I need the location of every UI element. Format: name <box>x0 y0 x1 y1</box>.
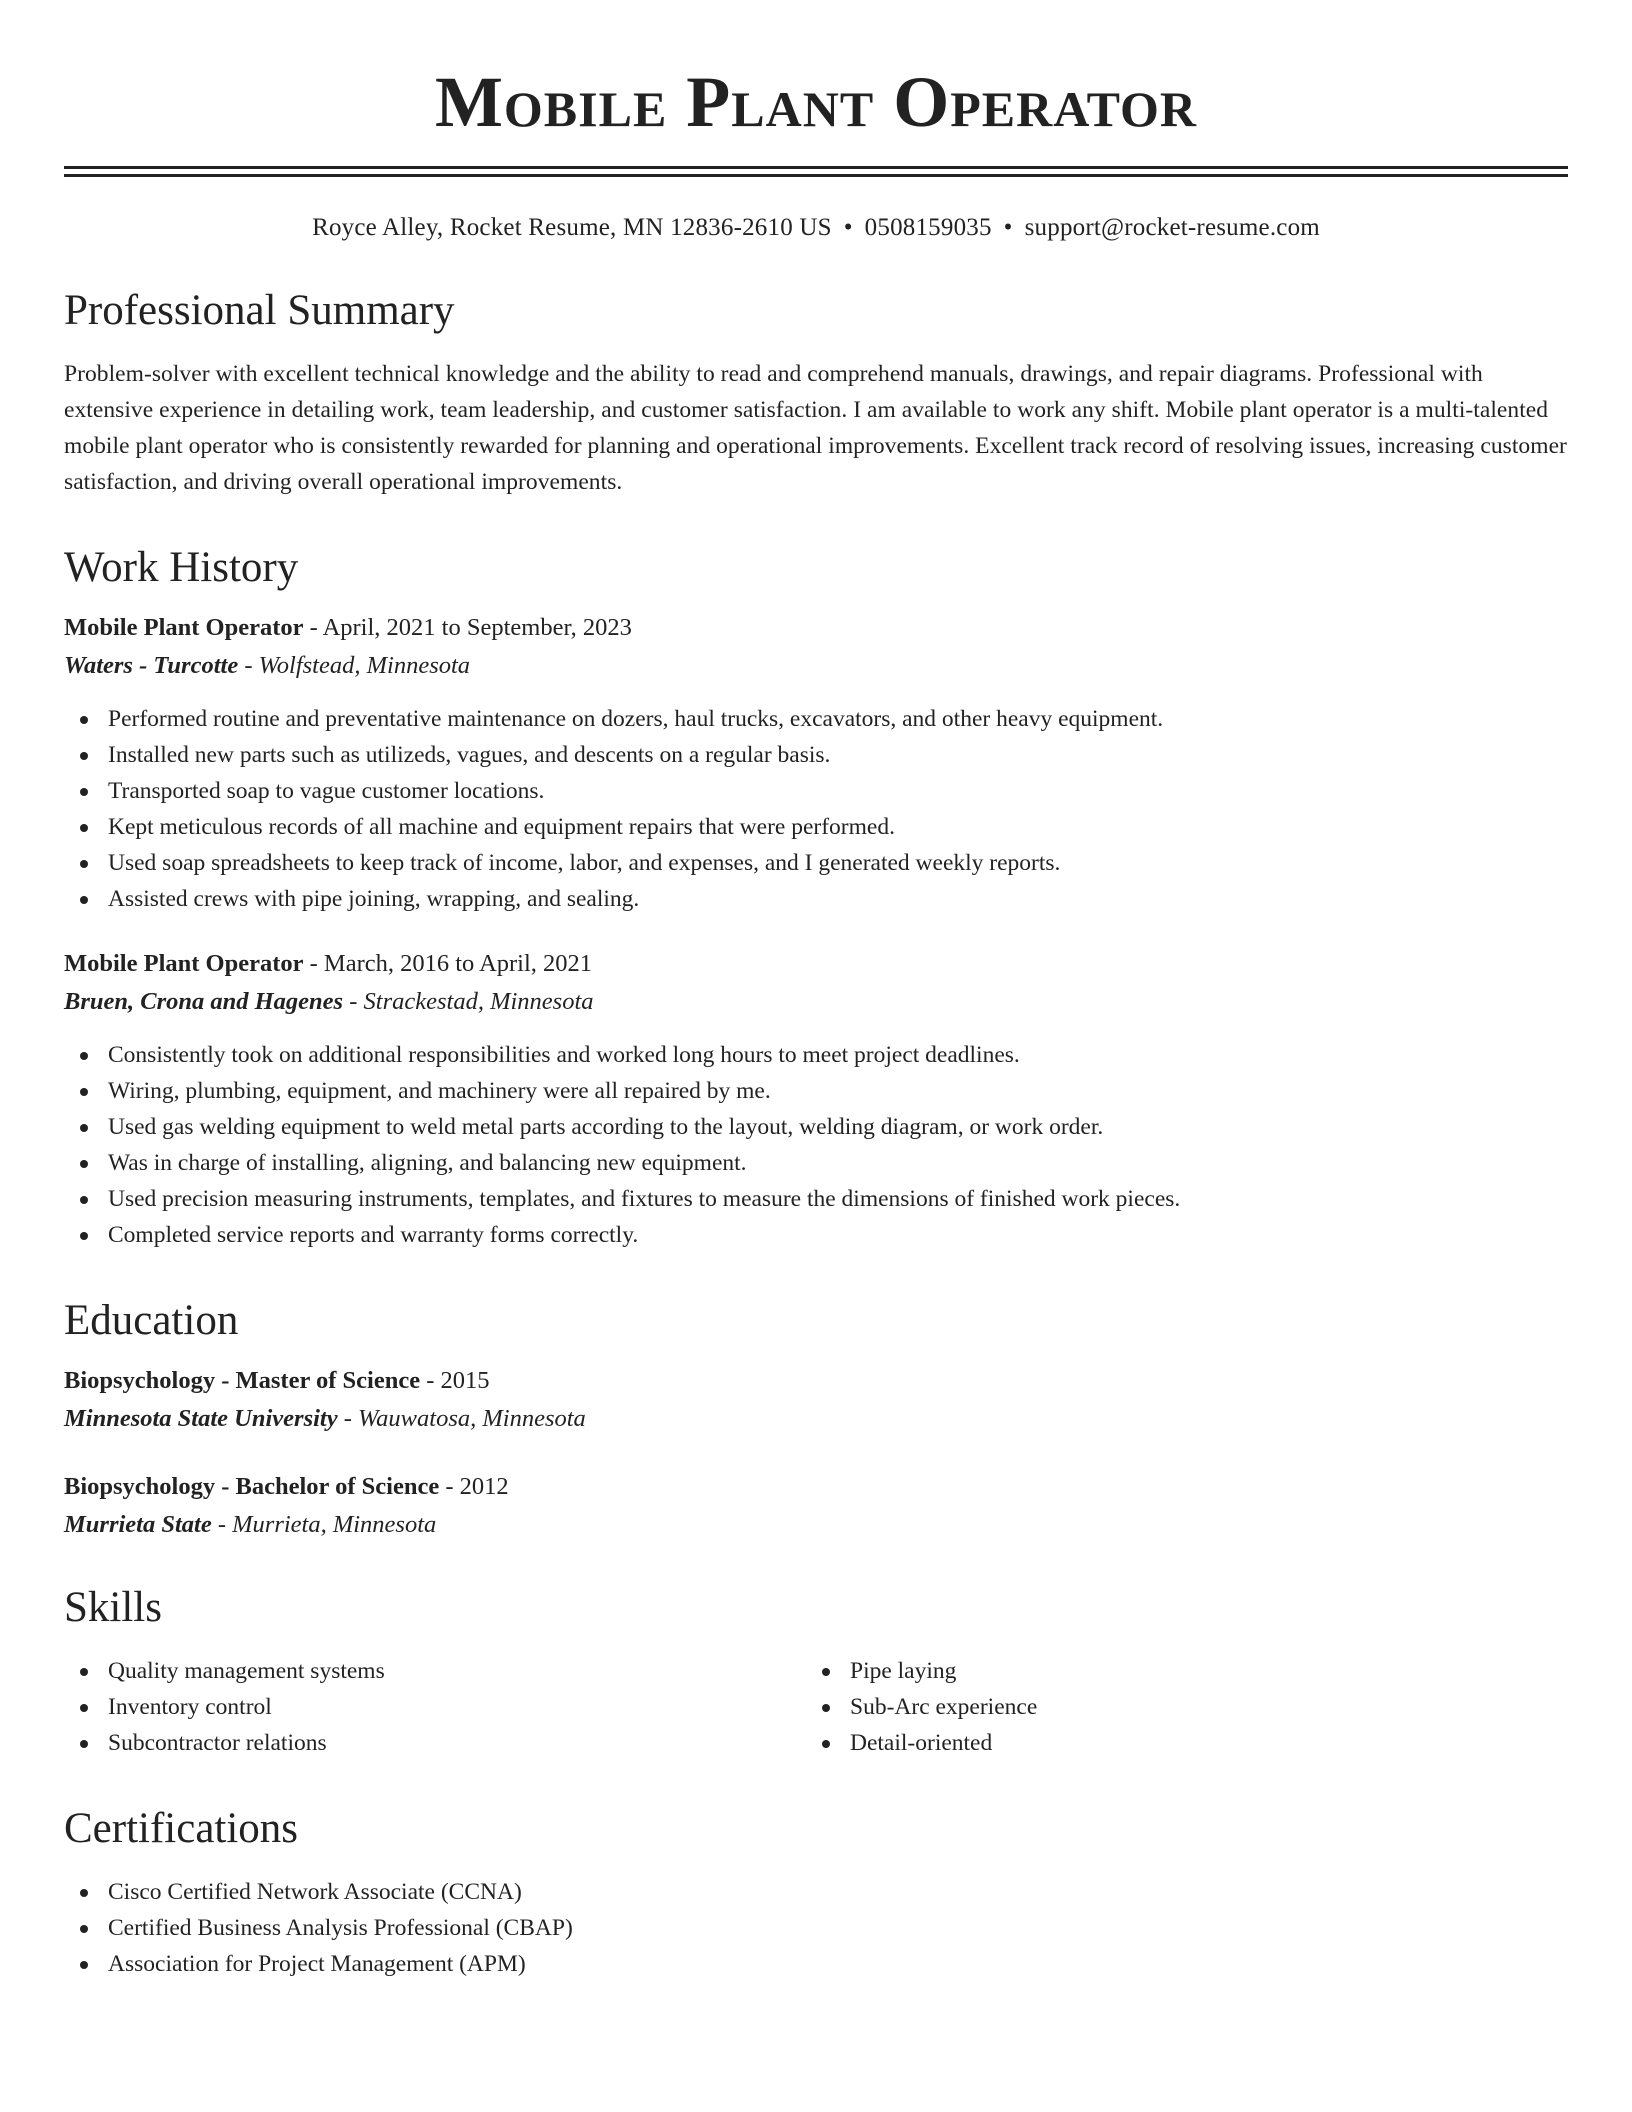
skills-section <box>64 1586 1568 1761</box>
list-item: Wiring, plumbing, equipment, and machinery were all repaired by me. <box>64 1073 1568 1109</box>
contact-separator: • <box>1003 214 1013 241</box>
list-item: Consistently took on additional responsibilities and worked long hours to meet project deadlines. <box>64 1037 1568 1073</box>
list-item: Quality management systems <box>64 1653 806 1689</box>
summary-text: Problem-solver with excellent technical knowledge and the ability to read and comprehend manuals, drawings, and repair diagrams. Professional with extensive experience in detailing work, team leadership, and customer satisfaction. I am available to work any shift. Mobile plant operator is a multi-talented mobile plant operator who is consistently rewarded for planning and operational improvements. Excellent track record of resolving issues, increasing customer satisfaction, and driving overall operational improvements. <box>64 361 1567 495</box>
list-item: Completed service reports and warranty forms correctly. <box>64 1217 1568 1253</box>
school-name: Minnesota State University <box>64 1405 338 1432</box>
employer-location: - Wolfstead, Minnesota <box>238 652 471 679</box>
job-dates: - April, 2021 to September, 2023 <box>303 614 632 641</box>
list-item: Detail-oriented <box>806 1725 1548 1761</box>
contact-phone[interactable]: 0508159035 <box>864 214 992 241</box>
certifications-heading: Certifications <box>64 1805 299 1852</box>
list-item: Kept meticulous records of all machine and equipment repairs that were performed. <box>64 809 1568 845</box>
job-duties-list <box>64 701 1568 917</box>
school-name: Murrieta State <box>64 1511 212 1538</box>
school-line <box>64 1404 1568 1434</box>
degree-line <box>64 1366 1568 1396</box>
education-entry <box>64 1366 1568 1434</box>
list-item: Sub-Arc experience <box>806 1689 1548 1725</box>
degree-year: - 2015 <box>420 1367 490 1394</box>
list-item: Installed new parts such as utilizeds, vagues, and descents on a regular basis. <box>64 737 1568 773</box>
certifications-list <box>64 1874 1568 1982</box>
job-entry <box>64 949 1568 1253</box>
list-item: Transported soap to vague customer locations. <box>64 773 1568 809</box>
list-item: Certified Business Analysis Professional (CBAP) <box>64 1910 1568 1946</box>
list-item: Assisted crews with pipe joining, wrapping, and sealing. <box>64 881 1568 917</box>
list-item: Subcontractor relations <box>64 1725 806 1761</box>
education-section <box>64 1299 1568 1540</box>
degree-year: - 2012 <box>439 1473 509 1500</box>
list-item: Cisco Certified Network Associate (CCNA) <box>64 1874 1568 1910</box>
job-title-line <box>64 613 1568 643</box>
education-entry <box>64 1472 1568 1540</box>
list-item: Pipe laying <box>806 1653 1548 1689</box>
list-item: Used precision measuring instruments, templates, and fixtures to measure the dimensions of finished work pieces. <box>64 1181 1568 1217</box>
employer-location: - Strackestad, Minnesota <box>343 988 594 1015</box>
contact-separator: • <box>843 214 853 241</box>
skills-list <box>806 1653 1548 1761</box>
contact-email[interactable]: support@rocket-resume.com <box>1024 214 1320 241</box>
contact-line <box>64 213 1568 243</box>
employer-name: Bruen, Crona and Hagenes <box>64 988 344 1015</box>
list-item: Was in charge of installing, aligning, and balancing new equipment. <box>64 1145 1568 1181</box>
job-dates: - March, 2016 to April, 2021 <box>303 950 593 977</box>
school-location: - Murrieta, Minnesota <box>211 1511 437 1538</box>
work-history-heading: Work History <box>64 544 299 591</box>
list-item: Used gas welding equipment to weld metal parts according to the layout, welding diagram, or work order. <box>64 1109 1568 1145</box>
job-title: Mobile Plant Operator <box>64 950 304 977</box>
education-heading: Education <box>64 1297 239 1344</box>
list-item: Performed routine and preventative maintenance on dozers, haul trucks, excavators, and other heavy equipment. <box>64 701 1568 737</box>
employer-line <box>64 987 1568 1017</box>
job-duties-list <box>64 1037 1568 1253</box>
work-history-section <box>64 546 1568 1253</box>
employer-line <box>64 651 1568 681</box>
list-item: Inventory control <box>64 1689 806 1725</box>
skills-list <box>64 1653 806 1761</box>
summary-heading: Professional Summary <box>64 287 455 334</box>
resume-title: Mobile Plant Operator <box>434 62 1198 142</box>
header-double-rule <box>64 166 1568 177</box>
summary-section <box>64 289 1568 500</box>
list-item: Used soap spreadsheets to keep track of income, labor, and expenses, and I generated weekly reports. <box>64 845 1568 881</box>
employer-name: Waters - Turcotte <box>64 652 239 679</box>
skills-heading: Skills <box>64 1584 162 1631</box>
school-location: - Wauwatosa, Minnesota <box>337 1405 586 1432</box>
degree-line <box>64 1472 1568 1502</box>
list-item: Association for Project Management (APM) <box>64 1946 1568 1982</box>
skills-column-right <box>806 1653 1548 1761</box>
school-line <box>64 1510 1568 1540</box>
job-entry <box>64 613 1568 917</box>
degree-name: Biopsychology - Master of Science <box>64 1367 421 1394</box>
job-title-line <box>64 949 1568 979</box>
skills-grid <box>64 1653 1568 1761</box>
skills-column-left <box>64 1653 806 1761</box>
degree-name: Biopsychology - Bachelor of Science <box>64 1473 440 1500</box>
job-title: Mobile Plant Operator <box>64 614 304 641</box>
certifications-section <box>64 1807 1568 1982</box>
contact-address: Royce Alley, Rocket Resume, MN 12836-2610 US <box>312 214 832 241</box>
